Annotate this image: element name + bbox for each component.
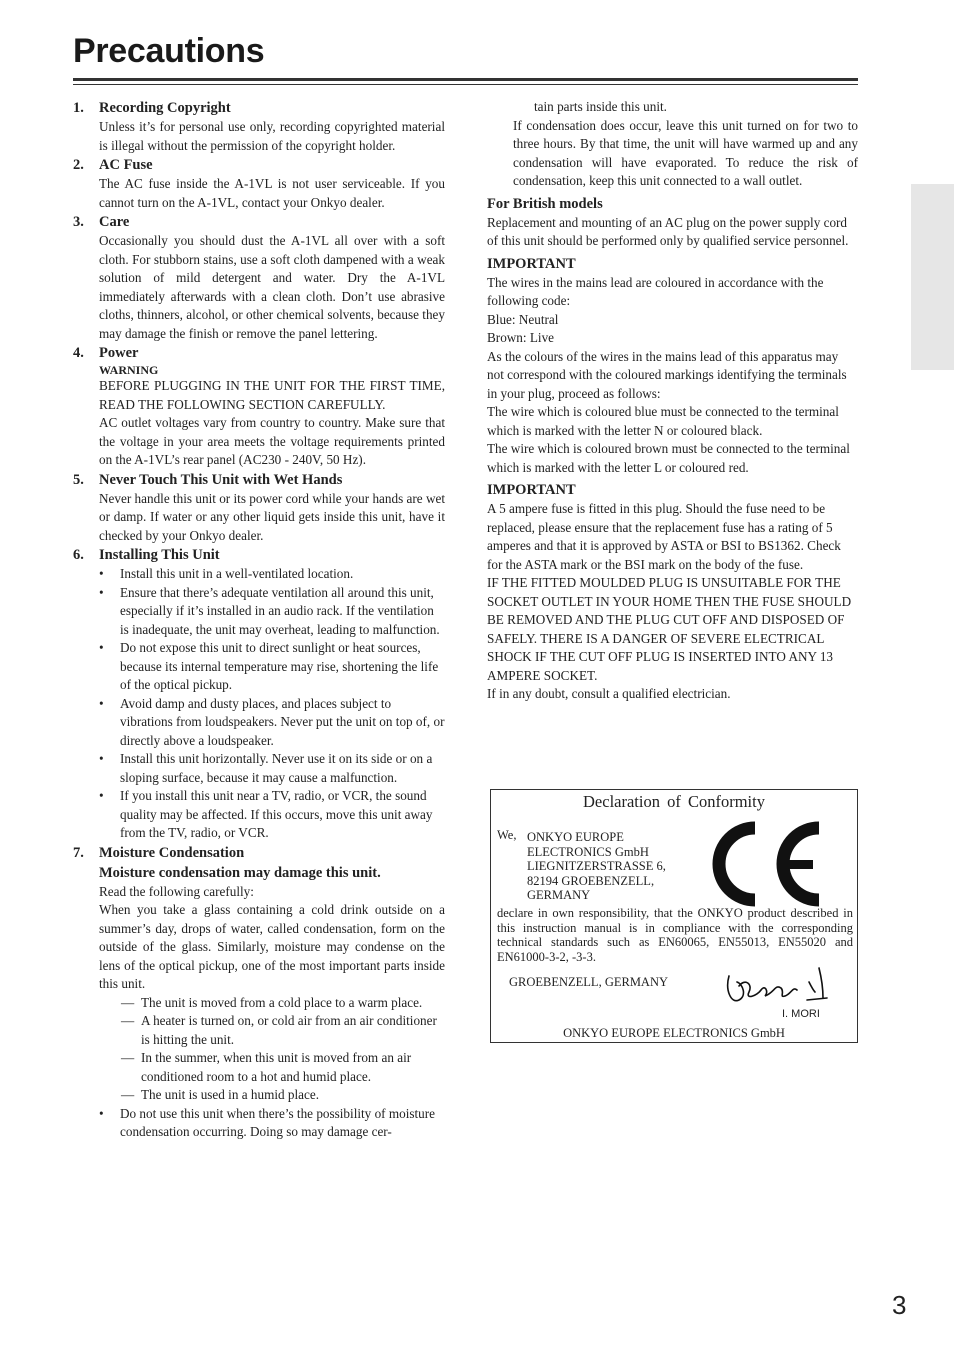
paragraph: The wires in the mains lead are coloured in accordance with the following code: [487,274,824,308]
warning-label: WARNING [99,363,159,377]
list-item: — In the summer, when this unit is moved from an air conditioned room to a hot and humid place. [121,1049,445,1086]
section-number: 7. [73,844,84,861]
british-models-heading: For British models [487,195,603,212]
section-tab-marker [911,184,954,370]
section-body: Occasionally you should dust the A-1VL all over with a soft cloth. For stubborn stains, use a soft cloth dampened with a weak solution of mild detergent and water. Dry the A-1VL immediately afterwards with a clean cloth. Don’t use abrasive cloths, thinners, alcohol, or other chemical solvents, because they may damage the finish or remove the panel lettering. [99,233,445,341]
section-number: 1. [73,100,84,116]
declaration-title: Declaration of Conformity [583,792,765,811]
ce-mark-icon [711,820,829,908]
page-number: 3 [892,1290,907,1320]
paragraph: The wire which is coloured blue must be connected to the terminal which is marked with the letter N or coloured black. [487,404,839,438]
section-body: AC outlet voltages vary from country to country. Make sure that the voltage in your area meets the voltage requirements printed on the A-1VL’s rear panel (AC230 - 240V, 50 Hz). [99,415,445,467]
warning-caps-text: BEFORE PLUGGING IN THE UNIT FOR THE FIRST TIME, READ THE FOLLOWING SECTION CAREFULLY. [99,378,445,412]
section-body: When you take a glass containing a cold drink outside on a summer’s day, drops of water, called condensation, form on the outside of the glass. Similarly, moisture may condense on the lens of the optical pickup, one of the most important parts inside this unit. [99,902,445,991]
list-item: • Do not expose this unit to direct sunlight or heat sources, because its internal temperature may rise, shortening the life of the optical pickup. [99,639,445,695]
paragraph: Blue: Neutral [487,311,559,327]
address-line: ONKYO EUROPE [527,830,624,844]
declaration-text: declare in own responsibility, that the ONKYO product described in this instruction manual is in compliance with the corresponding technical standards such as EN60065, EN55013, EN55020 and EN61000-3-2, -3-3. [497,906,853,964]
address-line: ELECTRONICS GmbH [527,844,649,859]
section-heading: Never Touch This Unit with Wet Hands [99,471,343,488]
important-heading: IMPORTANT [487,255,576,272]
dash-list [99,994,445,1105]
declaration-company: ONKYO EUROPE ELECTRONICS GmbH [563,1026,785,1040]
section-installing [73,546,445,843]
section-recording-copyright [73,99,445,155]
page-title: Precautions [73,32,265,70]
section-moisture-condensation [73,844,445,1142]
list-item: • Avoid damp and dusty places, and places subject to vibrations from loudspeakers. Never put the unit on top of, or directly above a loudspeaker. [99,695,445,751]
section-heading: Care [99,214,130,230]
declaration-signer: I. MORI [782,1008,820,1020]
section-number: 2. [73,157,84,173]
paragraph: IF THE FITTED MOULDED PLUG IS UNSUITABLE FOR THE SOCKET OUTLET IN YOUR HOME THEN THE FUSE SHOULD BE REMOVED AND THE PLUG CUT OFF AND DISPOSED OF SAFELY. THERE IS A DANGER OF SEVERE ELECTRICAL SHOCK IF THE CUT OFF PLUG IS INSERTED INTO ANY 13 AMPERE SOCKET. [487,575,852,683]
paragraph: A 5 ampere fuse is fitted in this plug. Should the fuse need to be replaced, please ensure that the replacement fuse has a rating of 5 amperes and that it is approved by ASTA or BSI to BS1362. Check for the ASTA mark or the BSI mark on the body of the fuse. [487,501,841,572]
bullet-list [99,565,445,843]
continued-paragraph: If condensation does occur, leave this unit turned on for two to three hours. By that time, the unit will have warmed up and any condensation will have evaporated. To reduce the risk of condensation, keep this unit connected to a wall outlet. [513,117,858,188]
address-line: LIEGNITZERSTRASSE 6, [527,859,666,873]
title-rule-thin [73,84,858,85]
list-item: — The unit is used in a humid place. [121,1086,445,1105]
section-number: 6. [73,547,84,563]
title-rule-thick [73,78,858,81]
signature-icon [723,956,833,1008]
list-item: • If you install this unit near a TV, radio, or VCR, the sound quality may be affected. If this occurs, move this unit away from the TV, radio, or VCR. [99,787,445,843]
section-body: Unless it’s for personal use only, recording copyrighted material is illegal without the permission of the copyright holder. [99,119,445,153]
section-heading: Moisture Condensation [99,844,245,861]
british-models-body: Replacement and mounting of an AC plug on the power supply cord of this unit should be performed only by qualified service personnel. [487,214,849,248]
section-number: 4. [73,345,84,361]
address-line: GERMANY [527,888,591,902]
paragraph: If in any doubt, consult a qualified electrician. [487,686,731,701]
left-column [73,98,445,1142]
list-item: — The unit is moved from a cold place to a warm place. [121,994,445,1013]
section-ac-fuse [73,156,445,212]
paragraph: Brown: Live [487,330,555,345]
list-item: • Install this unit horizontally. Never use it on its side or on a sloping surface, because it may cause a malfunction. [99,750,445,787]
right-column [487,98,858,704]
section-intro: Read the following carefully: [99,883,254,899]
section-subheading: Moisture condensation may damage this unit. [99,864,381,881]
section-wet-hands [73,471,445,546]
declaration-address [527,830,707,903]
section-heading: AC Fuse [99,157,153,173]
section-body: The AC fuse inside the A-1VL is not user serviceable. If you cannot turn on the A-1VL, contact your Onkyo dealer. [99,176,445,210]
paragraph: As the colours of the wires in the mains lead of this apparatus may not correspond with the coloured markings identifying the terminals in your plug, proceed as follows: [487,348,847,401]
list-item: • Install this unit in a well-ventilated location. [99,565,445,584]
paragraph: The wire which is coloured brown must be connected to the terminal which is marked with the letter L or coloured red. [487,441,850,475]
list-item: — A heater is turned on, or cold air from an air conditioner is hitting the unit. [121,1012,445,1049]
list-item: • Do not use this unit when there’s the possibility of moisture condensation occurring. Doing so may damage cer- [99,1105,445,1142]
section-heading: Power [99,345,139,361]
section-number: 3. [73,214,84,230]
section-heading: Recording Copyright [99,100,231,116]
declaration-of-conformity-box [490,789,858,1043]
bullet-list [99,1105,445,1142]
section-care [73,213,445,343]
important-heading: IMPORTANT [487,482,576,498]
section-body: Never handle this unit or its power cord while your hands are wet or damp. If water or any other liquid gets inside this unit, have it checked by your Onkyo dealer. [99,490,445,543]
section-number: 5. [73,471,84,488]
section-power [73,344,445,470]
continued-text: tain parts inside this unit. [534,99,667,114]
list-item: • Ensure that there’s adequate ventilation all around this unit, especially if it’s installed in an audio rack. If the ventilation is inadequate, the unit may overheat, leading to malfunction. [99,584,445,640]
address-line: 82194 GROEBENZELL, [527,873,655,888]
section-heading: Installing This Unit [99,547,220,563]
declaration-we: We, [497,828,517,842]
declaration-place: GROEBENZELL, GERMANY [509,975,669,989]
